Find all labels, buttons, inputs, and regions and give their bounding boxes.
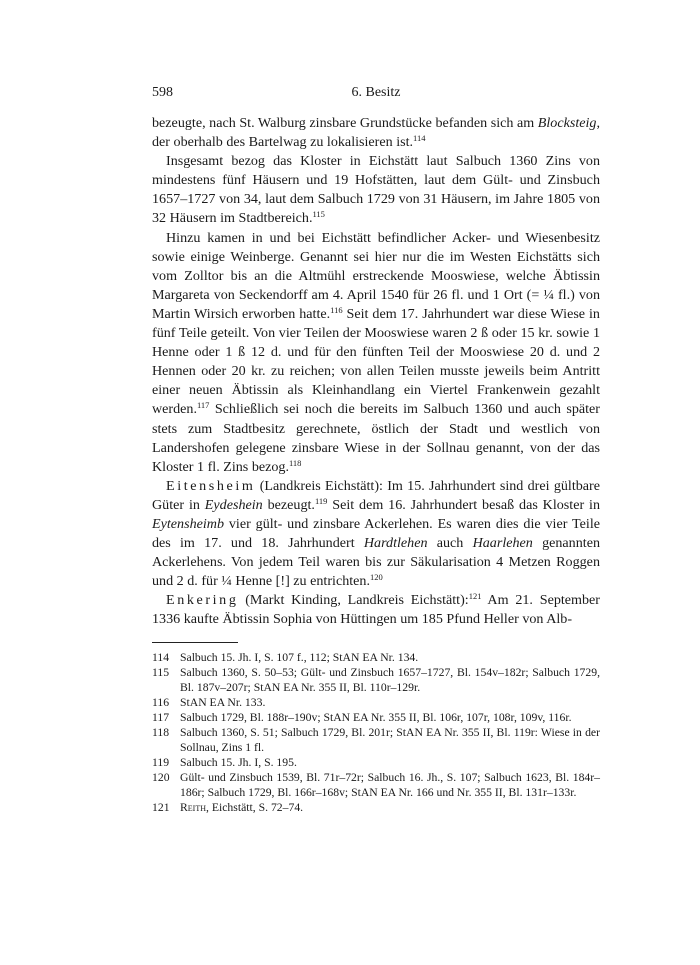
text-run: auch [427, 535, 473, 552]
footnote-number: 118 [152, 726, 170, 739]
footnote-121 [152, 800, 600, 815]
text-run: (Markt Kinding, Landkreis Eichstätt): [238, 592, 469, 609]
footnote-text: Salbuch 1360, S. 50–53; Gült- und Zinsbuch 1657–1727, Bl. 154v–182r; Salbuch 1729, Bl. 187v–207r; StAN EA Nr. 355 II, Bl. 110r–129r. [180, 665, 600, 694]
footnote-number: 115 [152, 665, 170, 679]
footnote-ref: 120 [370, 572, 383, 583]
footnote-119 [152, 755, 600, 770]
footnote-ref: 119 [314, 495, 328, 506]
footnote-divider [152, 642, 238, 643]
footnote-number: 121 [152, 801, 170, 815]
footnote-number: 120 [152, 771, 170, 785]
footnote-number: 119 [152, 756, 170, 770]
footnote-text: Salbuch 1729, Bl. 188r–190v; StAN EA Nr. 355 II, Bl. 106r, 107r, 108r, 109v, 116r. [180, 710, 572, 724]
footnote-116 [152, 695, 600, 710]
footnote-ref: 114 [413, 133, 426, 144]
main-text [152, 114, 600, 630]
footnote-ref: 115 [312, 209, 325, 220]
text-run: vier gült- und zinsbare Ackerlehen. Es waren dies die vier Teile des im 17. und 18. Jahrhundert [152, 515, 600, 552]
footnote-text: Gült- und Zinsbuch 1539, Bl. 71r–72r; Salbuch 16. Jh., S. 107; Salbuch 1623, Bl. 184r–186r; Salbuch 1729, Bl. 166r–168v; StAN EA Nr. 166 und Nr. 355 II, Bl. 131r–133r. [180, 771, 600, 800]
footnote-text: StAN EA Nr. 133. [180, 695, 266, 709]
footnote-117 [152, 710, 600, 725]
italic-run: Eydeshein [204, 496, 263, 513]
running-head [152, 85, 600, 105]
footnote-number: 116 [152, 695, 170, 709]
page [152, 85, 600, 816]
footnote-ref: 117 [197, 400, 210, 411]
section-title: 6. Besitz [351, 85, 401, 100]
footnote-text: Salbuch 1360, S. 51; Salbuch 1729, Bl. 201r; StAN EA Nr. 355 II, Bl. 119r: Wiese in der Sollnau, Zins 1 fl. [180, 726, 600, 755]
text-run: , Eichstätt, S. 72–74. [206, 801, 304, 815]
footnote-ref: 121 [468, 591, 482, 602]
paragraph-3 [152, 229, 600, 477]
text-run: (Landkreis Eichstätt): Im 15. Jahrhundert sind drei gültbare Güter in [152, 477, 600, 513]
footnote-118 [152, 725, 600, 755]
paragraph-4 [152, 477, 600, 592]
author-name: Reith [180, 801, 207, 815]
footnote-number: 117 [152, 710, 170, 724]
paragraph-5 [152, 591, 600, 629]
footnote-text [180, 800, 600, 815]
footnote-114 [152, 650, 600, 665]
footnote-ref: 118 [289, 457, 302, 468]
footnote-ref: 116 [330, 304, 343, 315]
page-number: 598 [152, 85, 173, 100]
footnote-115 [152, 665, 600, 695]
footnote-120 [152, 770, 600, 800]
paragraph-1 [152, 114, 600, 152]
paragraph-2 [152, 152, 600, 228]
italic-run: Eytensheimb [152, 515, 225, 532]
place-name: Eitensheim [166, 477, 256, 494]
text-run: Schließlich sei noch die bereits im Salbuch 1360 und auch später stets zum Stadtbesitz gerechnete, östlich der Stadt und westlich von Landershofen gelegene zinsbare Wiese in der Sollnau genannt, von der das Kloster 1 fl. Zins bezog. [152, 401, 600, 475]
text-run: , der oberhalb des Bartelwag zu lokalisieren ist. [152, 115, 600, 151]
italic-run: Haarlehen [472, 535, 533, 552]
text-run: bezeugt. [262, 496, 315, 513]
text-run: Am 21. September 1336 kaufte Äbtissin Sophia von Hüttingen um 185 Pfund Heller von Alb- [152, 592, 600, 628]
text-run: genannten Ackerlehens. Von jedem Teil waren bis zur Säkularisation 4 Metzen Roggen und 2 d. für ¼ Henne [!] zu entrichten. [152, 535, 600, 590]
footnote-text: Salbuch 15. Jh. I, S. 107 f., 112; StAN EA Nr. 134. [180, 650, 419, 664]
italic-run: Hardtlehen [363, 535, 428, 552]
text-run: Insgesamt bezog das Kloster in Eichstätt laut Salbuch 1360 Zins von mindestens fünf Häusern und 19 Hofstätten, laut dem Gült- und Zinsbuch 1657–1727 von 34, laut dem Salbuch 1729 von 31 Häusern, im Jahre 1805 von 32 Häusern im Stadtbereich. [152, 153, 600, 227]
place-name: Enkering [166, 592, 239, 609]
text-run: Seit dem 16. Jahrhundert besaß das Kloster in [327, 496, 600, 513]
text-run: bezeugte, nach St. Walburg zinsbare Grundstücke befanden sich am [152, 115, 538, 131]
text-run: Seit dem 17. Jahrhundert war diese Wiese in fünf Teile geteilt. Von vier Teilen der Mooswiese waren 2 ß oder 15 kr. sowie 1 Henne oder 1 ß 12 d. und für den fünften Teil der Mooswiese 20 d. und 2 Hennen oder 20 kr. zu reichen; von allen Teilen musste jeweils beim Antritt einer neuen Äbtissin als Kleinhandlang ein Viertel Frankenwein gezahlt werden. [152, 305, 600, 418]
footnotes [152, 650, 600, 816]
italic-run: Blocksteig [537, 115, 597, 131]
text-run: Hinzu kamen in und bei Eichstätt befindlicher Acker- und Wiesenbesitz sowie einige Weinberge. Genannt sei hier nur die im Westen Eichstätts sich vom Zolltor bis an die Altmühl erstreckende Mooswiese, welche Äbtissin Margareta von Seckendorff am 4. April 1540 für 26 fl. und 1 Ort (= ¼ fl.) von Martin Wirsich erworben hatte. [152, 229, 600, 322]
footnote-number: 114 [152, 650, 170, 664]
footnote-text: Salbuch 15. Jh. I, S. 195. [180, 756, 297, 770]
